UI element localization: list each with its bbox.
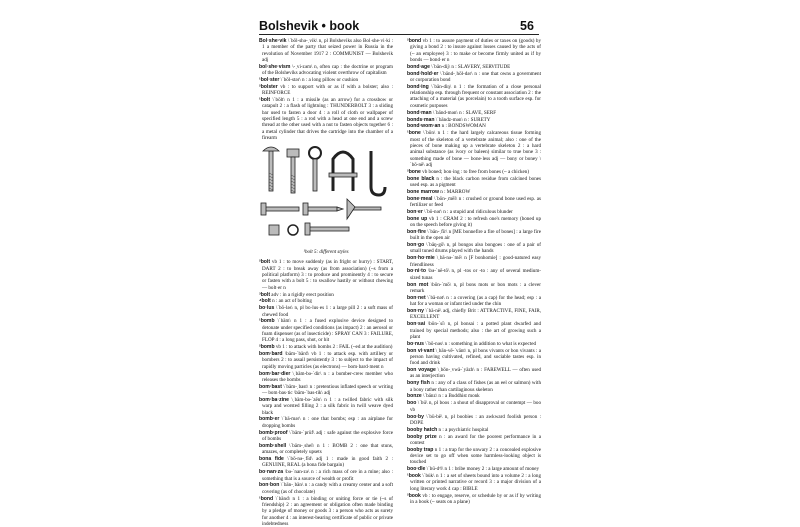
entry-definition: \ˈbän-diŋ\ n 1 : the formation of a close personal relationship esp. through frequent or constant association 2 : the attaching of a material (as porcelain) to a tooth surface esp. for cosmetic purposes [410, 83, 541, 109]
dictionary-entry [407, 295, 541, 308]
entry-definition: \ˈbōlt\ n 1 : a missile (as an arrow) for a crossbow or catapult 2 : a flash of lightning : THUNDERBOLT 3 : a sliding bar used to fasten a door 4 : a roll of cloth or wallpaper of specified length 5 : a rod with a head at one end and a screw thread at the other used with a nut to fasten objects together 6 : a metal cylinder that drives the cartridge into the chamber of a firearm [262, 97, 393, 141]
entry-headword: bond·ing [407, 83, 429, 90]
dictionary-entry [407, 169, 541, 175]
hex-bolt-image [287, 149, 299, 193]
entry-headword: bone marrow [407, 188, 439, 195]
entry-definition: \ˈbäm\ n 1 : a fused explosive device designed to detonate under specified conditions (as impact) 2 : an aerosol or foam dispenser (as of insecticide) : SPRAY CAN 3 : FAILURE, FLOP 4 : a long pass, shot, or hit [262, 318, 393, 344]
entry-headword: bond·hold·er [407, 70, 439, 77]
entry-headword: bon·fire [407, 228, 426, 235]
dictionary-entry [407, 414, 541, 427]
dictionary-entry [259, 430, 393, 443]
entry-headword: bon·go [407, 242, 425, 249]
entry-headword: bon·bon [259, 482, 280, 489]
entry-headword: ²bone [407, 168, 421, 175]
dictionary-entry [407, 341, 541, 347]
entry-headword: bom·ba·zine [259, 397, 289, 403]
toggle-bolt-image [347, 199, 381, 219]
dictionary-entry [259, 443, 393, 456]
entry-definition: \ˈbä-nət\ n : a covering (as a cap) for the head; esp : a hat for a woman or infant tied under the chin [410, 294, 541, 308]
entry-definition: n 1 : a trap for the unwary 2 : a concealed explosive device set to go off when some harmless-looking object is touched [410, 446, 541, 466]
entry-headword: boo·by [407, 413, 424, 420]
dictionary-entry [259, 38, 393, 63]
dictionary-entry [407, 434, 541, 447]
entry-definition: \ˈbō-nər\ n : a stupid and ridiculous blunder [422, 208, 513, 215]
dictionary-entry [259, 416, 393, 429]
entry-definition: vb 1 : to move suddenly (as in fright or hurry) : START, DART 2 : to break away (as from association) (~s from a political platform) 3 : to produce and prominently 4 : to secure or fasten with a bolt 5 : to swallow hastily or without chewing — bolt·er n [262, 259, 393, 291]
entry-definition: \ˈbändz-mən\ n : SURETY [434, 116, 491, 123]
lag-bolt-image [303, 203, 343, 215]
entry-definition: \ˈbänd-ˌhōl-dər\ n : one that owns a government or corporation bond [410, 70, 541, 83]
entry-headword: ²bolt [259, 259, 271, 266]
entry-definition: \ˈbäm-ˈprüf\ adj : safe against the explosive force of bombs [262, 429, 393, 442]
dictionary-entry [407, 427, 541, 433]
dictionary-entry [407, 393, 541, 399]
entry-definition: \bə-ˈnē-tō\ n, pl -tos or -to : any of several medium-sized tunas [410, 268, 541, 281]
entry-headword: bon·sai [407, 321, 426, 328]
dictionary-entry [407, 400, 541, 413]
nut-and-washer-image [269, 223, 349, 235]
dictionary-entry [407, 130, 541, 168]
entry-definition: \ˈbäm-ˌbast\ n : pretentious inflated speech or writing — bom·bas·tic \bäm-ˈbas-tik\ adj [262, 383, 393, 397]
dictionary-entry [407, 84, 541, 109]
entry-definition: \ˈbō-nəs\ n : something in addition to what is expected [423, 340, 537, 347]
entry-definition: n : an award for the poorest performance in a contest [410, 433, 541, 446]
entry-definition: \ˈbäm-ˌshel\ n 1 : BOMB 2 : one that stuns, amazes, or completely upsets [262, 442, 393, 456]
entry-headword: bom·bar·dier [259, 370, 291, 377]
left-entries-bottom [259, 259, 393, 527]
entry-definition: \ˈbän-ˌfīr\ n [ME bonnefire a fire of bones] : a large fire built in the open air [410, 228, 541, 242]
entry-headword: bo·lus [259, 305, 275, 312]
entry-definition: n : MARROW [438, 188, 471, 195]
dictionary-entry [259, 97, 393, 141]
entry-definition: vb : to support with or as if with a bolster; also : REINFORCE [262, 83, 393, 97]
dictionary-entry [407, 110, 541, 116]
dictionary-entry [407, 71, 541, 84]
entry-definition: \ˈbōl-shə-ˌvik\ n, pl Bolsheviks also Bol·she·vi·ki : 1 a member of the party that seized power in Russia in the revolution of November 1917 2 : COMMUNIST — Bolshevik adj [262, 38, 393, 63]
entry-headword: ²bond [407, 38, 422, 44]
entry-headword: ²bomb [259, 344, 275, 351]
entry-definition: \ˈbō-nə-ˌfīd\ adj 1 : made in good faith 2 : GENUINE, REAL (a bona fide bargain) [262, 456, 394, 469]
entry-definition: n : any of a class of fishes (as an eel or salmon) with a bony rather than cartilaginous skeleton [410, 380, 541, 393]
dictionary-entry [259, 64, 393, 77]
entry-definition: \bə-ˈnan-zə\ n : a rich mass of ore in a mine; also : something that is a source of wealth or profit [262, 469, 393, 482]
dictionary-entry [407, 380, 541, 393]
entry-definition: \bōn-ˈmō\ n, pl bons mots or bon mots : a clever remark [410, 281, 541, 294]
entry-definition: n : an act of bolting [270, 298, 312, 305]
entry-headword: bo·ni·to [407, 268, 426, 275]
entry-definition: vb boned; bon·ing : to free from bones (~ a chicken) [420, 168, 530, 175]
entry-headword: ¹book [407, 473, 421, 480]
dictionary-entry [259, 496, 393, 527]
dictionary-entry [407, 268, 541, 281]
entry-definition: vb 1 : CRAM 2 : to refresh one's memory (boned up on the speech before giving it) [410, 215, 541, 229]
dictionary-entry [259, 298, 393, 304]
entry-headword: bony fish [407, 380, 430, 387]
entry-headword: bonds·man [407, 116, 435, 123]
dictionary-entry [259, 305, 393, 318]
entry-headword: ³bolt [259, 291, 271, 298]
entry-definition: \ˈbän-dij\ n : SLAVERY, SERVITUDE [429, 63, 511, 70]
bolt-figure-svg [259, 143, 393, 247]
entry-headword: bonze [407, 393, 422, 400]
header-rule [259, 34, 539, 35]
dictionary-entry [407, 493, 541, 506]
entry-headword: bon voyage [407, 367, 436, 374]
dictionary-entry [407, 216, 541, 229]
dictionary-entry [259, 456, 393, 469]
dictionary-entry [407, 64, 541, 70]
entry-definition: vb 1 : to assure payment of duties or taxes on (goods) by giving a bond 2 : to insure against losses caused by the acts of (~ an employee) 3 : to make or become firmly united as if by bonds — bond·er n [410, 38, 541, 63]
entry-headword: bom·bard [259, 351, 283, 358]
entry-definition: \ˌbäm-bə-ˈdir\ n : a bomber-crew member who releases the bombs [262, 370, 393, 383]
entry-definition: \-ˌvi-zəm\ n, often cap : the doctrine or program of the Bolsheviks advocating violent overthrow of capitalism [262, 63, 393, 77]
entry-headword: bomb·er [259, 416, 280, 423]
entry-definition: \ˈbä-nē\ adj, chiefly Brit : ATTRACTIVE, FINE, FAIR, EXCELLENT [410, 308, 541, 321]
dictionary-entry [407, 242, 541, 255]
dictionary-entry [407, 229, 541, 242]
figure-caption: ¹bolt 5: different styles [303, 250, 349, 256]
carriage-bolt-image [263, 147, 279, 191]
entry-definition: \ˌbä-nə-ˈmē\ n [F bonhomie] : good-natured easy friendliness [410, 255, 541, 268]
dictionary-entry [407, 348, 541, 367]
entry-definition: \ˈbōn\ n 1 : the hard largely calcareous tissue forming most of the skeleton of a vertebrate animal; also : one of the pieces of bone making up a vertebrate skeleton 2 : a hard animal substance (as ivory or baleen) similar to true bone 3 : something made of bone — bone·less adj — bony or boney \ˈbō-nē\ adj [410, 130, 541, 168]
entry-headword: bon·net [407, 294, 426, 301]
entry-headword: Bol·she·vik [259, 38, 287, 44]
guide-words: Bolshevik • book [259, 19, 360, 33]
entry-headword: booby prize [407, 433, 437, 440]
entry-definition: \ˈbu̇k\ n 1 : a set of sheets bound into a volume 2 : a long written or printed narrative or record 3 : a major division of a long literary work 4 cap : BIBLE [410, 473, 541, 492]
entry-headword: booby trap [407, 446, 434, 453]
entry-headword: bomb·shell [259, 442, 287, 449]
entry-headword: bon mot [407, 281, 429, 288]
entry-headword: bon vi·vant [407, 347, 435, 354]
entry-headword: ¹bolt [259, 97, 271, 104]
entry-headword: bo·nus [407, 340, 424, 347]
dictionary-entry [407, 466, 541, 472]
entry-definition: \ˈbō-ləs\ n, pl bo·lus·es 1 : a large pill 2 : a soft mass of chewed food [262, 305, 393, 318]
entry-headword: ¹bomb [259, 318, 275, 325]
entry-definition: \ˈbänd\ n 1 : a binding or uniting force or tie (~s of friendship) 2 : an agreement or obligation often made binding by a pledge of money or goods 3 : a person who acts as surety for another 4 : an interest-bearing certificate of public or private indebtedness [262, 495, 393, 527]
dictionary-entry [259, 77, 393, 83]
entry-definition: \bäm-ˈbärd\ vb 1 : to attack esp. with artillery or bombers 2 : to assail persistently 3 : to subject to the impact of rapidly moving particles (as electrons) — bom·bard·ment n [262, 351, 393, 370]
entry-headword: ¹bond [259, 495, 274, 502]
entry-headword: bol·she·vism [259, 63, 291, 70]
entry-definition: \ˈbü\ n, pl boos : a shout of disapproval or contempt — boo vb [410, 400, 541, 413]
entry-definition: \ˈbä-mər\ n : one that bombs; esp : an airplane for dropping bombs [262, 416, 393, 429]
dictionary-entry [407, 255, 541, 268]
entry-headword: ²bolster [259, 83, 278, 90]
dictionary-entry [407, 38, 541, 63]
dictionary-entry [407, 447, 541, 466]
entry-definition: vb : to engage, reserve, or schedule by or as if by writing in a book (~ seats on a plane) [410, 492, 541, 505]
dictionary-entry [407, 196, 541, 209]
entry-headword: bon·er [407, 208, 423, 215]
entry-definition: \ˈbōl-stər\ n : a long pillow or cushion [279, 76, 359, 83]
entry-headword: ¹bol·ster [259, 76, 280, 83]
page-number: 56 [520, 19, 534, 33]
entry-headword: ⁴bolt [259, 298, 271, 305]
entry-definition: \ˈbän-ˌbän\ n : a candy with a creamy center and a soft covering (as of chocolate) [262, 482, 393, 495]
entry-definition: adv : in a rigidly erect position [270, 291, 334, 298]
dictionary-entry [259, 469, 393, 482]
dictionary-entry [407, 321, 541, 340]
dictionary-entry [407, 209, 541, 215]
entry-definition: \bōn-ˈsī\ n, pl bonsai : a potted plant dwarfed and trained by special methods; also : the art of growing such a plant [410, 321, 541, 340]
dictionary-entry [259, 384, 393, 397]
entry-headword: bon·ho·mie [407, 255, 435, 262]
entry-definition: \ˈbü-dᵊl\ n 1 : bribe money 2 : a large amount of money [425, 466, 540, 473]
entry-headword: boo [407, 400, 417, 407]
u-bolt-image [329, 152, 357, 191]
dictionary-entry [259, 259, 393, 290]
dictionary-entry [259, 344, 393, 350]
entry-headword: bond·man [407, 109, 432, 116]
dictionary-entry [407, 308, 541, 321]
bolt-illustration [259, 143, 393, 247]
dictionary-entry [407, 282, 541, 295]
entry-headword: bond·age [407, 63, 430, 70]
dictionary-entry [407, 176, 541, 189]
entry-headword: bone·meal [407, 195, 433, 202]
dictionary-entry [259, 292, 393, 298]
left-entries-top [259, 38, 393, 141]
dictionary-entry [407, 123, 541, 129]
dictionary-entry [259, 84, 393, 97]
entry-headword: bone up [407, 215, 428, 222]
entry-headword: boo·dle [407, 466, 426, 473]
dictionary-entry [407, 189, 541, 195]
dictionary-entry [259, 482, 393, 495]
entry-definition: \ˌbän-vē-ˈvänt\ n, pl bons vivants or bon vivants : a person having cultivated, refined, and sociable tastes esp. in food and drink [410, 347, 541, 367]
entry-definition: \ˈbōn-ˌmēl\ n : crushed or ground bone used esp. as fertilizer or feed [410, 195, 541, 208]
entry-headword: bond·wom·an [407, 123, 441, 130]
dictionary-entry [407, 367, 541, 380]
entry-headword: bom·bast [259, 383, 282, 390]
entry-definition: \ˈbänz\ n : a Buddhist monk [421, 393, 480, 400]
right-entries [407, 38, 541, 505]
entry-definition: vb 1 : to attack with bombs 2 : FAIL (~ed at the audition) [274, 344, 393, 351]
entry-headword: bo·nan·za [259, 469, 284, 476]
entry-definition: n : BONDSWOMAN [440, 123, 486, 130]
entry-definition: \ˌbäm-bə-ˈzēn\ n 1 : a twilled fabric with silk warp and worsted filling 2 : a silk fabric in twill weave dyed black [262, 397, 393, 416]
entry-headword: bon·ny [407, 308, 424, 315]
entry-headword: bone black [407, 175, 435, 182]
dictionary-entry [407, 117, 541, 123]
entry-headword: ¹bone [407, 130, 421, 137]
dictionary-entry [259, 397, 393, 416]
dictionary-entry [259, 351, 393, 370]
entry-headword: bomb·proof [259, 429, 288, 436]
entry-definition: \ˈbänd-mən\ n : SLAVE, SERF [431, 109, 497, 116]
dictionary-entry [259, 318, 393, 343]
eye-bolt-image [309, 147, 321, 191]
left-column [259, 38, 394, 527]
dictionary-entry [407, 473, 541, 492]
entry-definition: \ˈbäŋ-gō\ n, pl bongos also bongoes : one of a pair of small tuned drums played with the hands [410, 242, 541, 255]
entry-headword: ²book [407, 492, 421, 499]
hook-bolt-image [371, 151, 385, 195]
entry-headword: bona fide [259, 456, 284, 463]
entry-definition: n : a psychiatric hospital [437, 426, 489, 433]
dictionary-entry [259, 371, 393, 384]
entry-definition: \ˈbü-bē\ n, pl boobies : an awkward foolish person : DOPE [410, 413, 541, 426]
entry-definition: \ˌbōn-ˌvwä-ˈyäzh\ n : FAREWELL — often used as an interjection [410, 367, 541, 380]
entry-definition: n : the black carbon residue from calcined bones used esp. as a pigment [410, 175, 542, 188]
stove-bolt-image [261, 203, 299, 215]
entry-headword: booby hatch [407, 426, 438, 433]
right-column [407, 38, 542, 505]
